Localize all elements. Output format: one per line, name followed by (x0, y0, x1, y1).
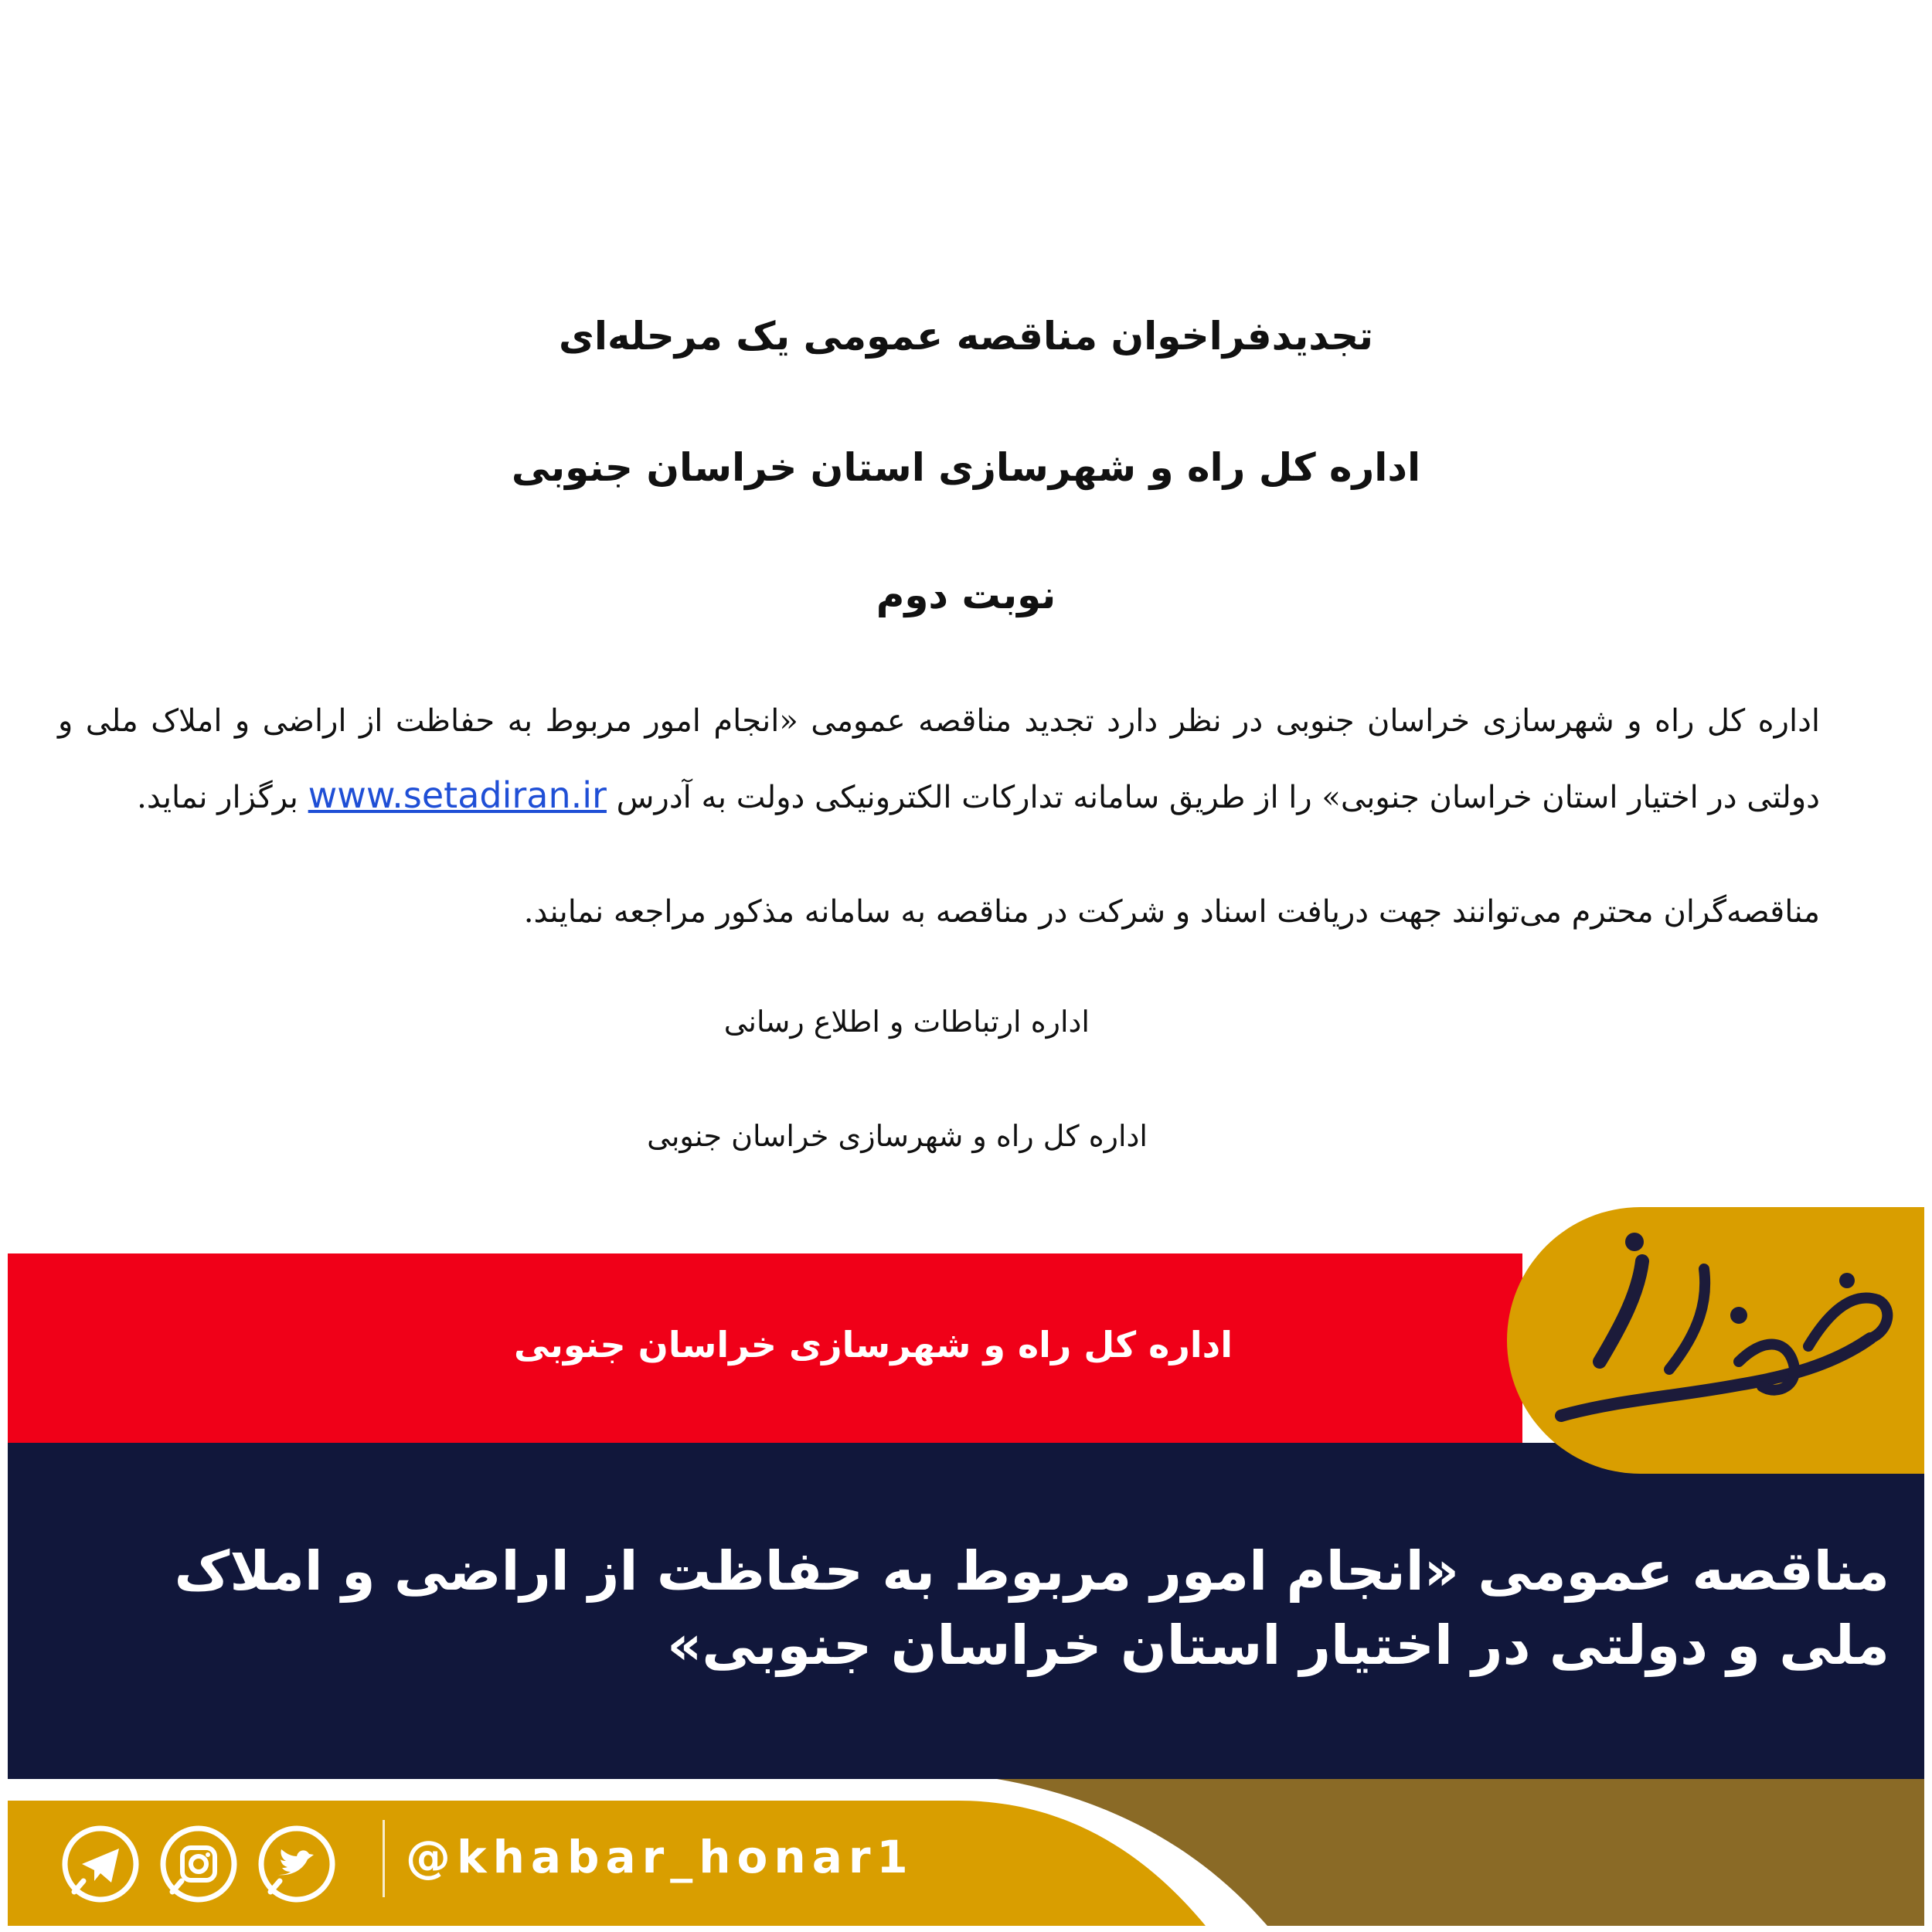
bidders-paragraph: مناقصه‌گران محترم می‌توانند جهت دریافت اسناد و شرکت در مناقصه به سامانه مذکور مراجعه نمایند. (523, 894, 1820, 930)
paragraph-end: برگزار نماید. (137, 780, 298, 815)
issuing-office-title: اداره کل راه و شهرسازی استان خراسان جنوبی (511, 445, 1421, 490)
instagram-icon (158, 1824, 239, 1904)
headline-text: مناقصه عمومی «انجام امور مربوط به حفاظت از اراضی و املاک ملی و دولتی در اختیار استان خراسان جنوبی» (174, 1539, 1889, 1677)
signature-office: اداره کل راه و شهرسازی خراسان جنوبی (647, 1119, 1148, 1153)
setadiran-link[interactable]: www.setadiran.ir (308, 774, 607, 816)
notice-title: تجدیدفراخوان مناقصه عمومی یک مرحله‌ای (559, 314, 1373, 359)
telegram-icon (60, 1824, 141, 1904)
telegram-button[interactable] (60, 1824, 141, 1904)
footer-divider (383, 1820, 385, 1897)
instagram-button[interactable] (158, 1824, 239, 1904)
signature-department: اداره ارتباطات و اطلاع رسانی (723, 1005, 1090, 1039)
twitter-button[interactable] (257, 1824, 337, 1904)
social-handle[interactable]: @khabar_honar1 (406, 1831, 914, 1883)
round-title: نوبت دوم (876, 573, 1056, 617)
paragraph-text: اداره کل راه و شهرسازی خراسان جنوبی در نظر دارد تجدید مناقصه عمومی «انجام امور مربوط به حفاظت از اراضی و املاک ملی و دولتی در اختیار استان خراسان جنوبی» را از طریق سامانه تدارکات الکترونیکی دولت به آدرس (58, 703, 1820, 815)
source-label: اداره کل راه و شهرسازی خراسان جنوبی (514, 1324, 1233, 1366)
twitter-icon (257, 1824, 337, 1904)
